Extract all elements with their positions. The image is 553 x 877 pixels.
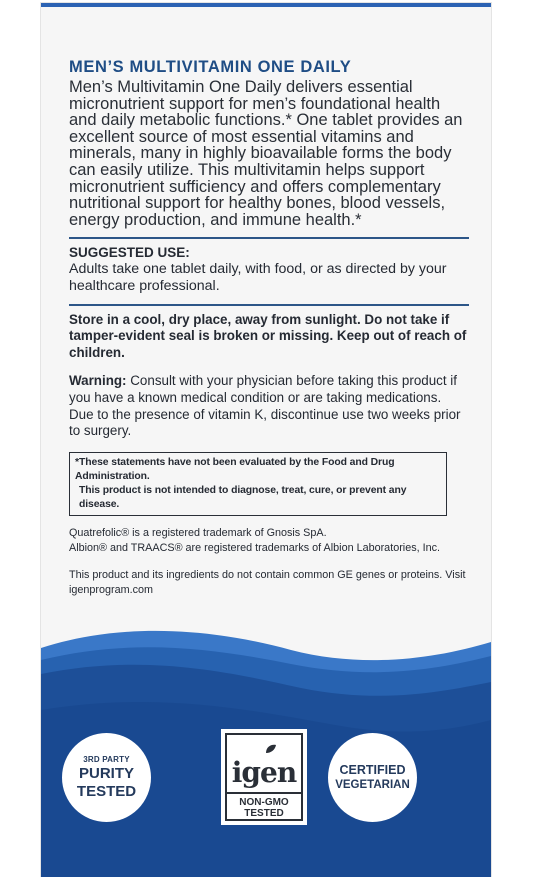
non-gmo-line-2: TESTED — [244, 808, 284, 819]
non-gmo-tested-label — [227, 792, 301, 819]
suggested-use-heading: SUGGESTED USE: — [69, 245, 190, 261]
product-description: Men’s Multivitamin One Daily delivers essential micronutrient support for men’s foundational health and daily metabolic functions.* One tablet provides an excellent source of most essential vitamins and minerals, many in highly bioavailable forms the body can easily utilize. This multivitamin helps support micronutrient sufficiency and offers complementary nutritional support for healthy bones, blood vessels, energy production, and immune health.* — [69, 78, 463, 229]
top-stripe — [41, 3, 491, 7]
trademark-line-1: Quatrefolic® is a registered trademark of Gnosis SpA. — [69, 526, 327, 539]
certified-vegetarian-badge — [328, 733, 417, 822]
igen-frame — [225, 733, 303, 821]
warning-statement — [69, 373, 469, 439]
igen-logo: igen — [231, 756, 297, 789]
ge-statement: This product and its ingredients do not contain common GE genes or proteins. Visit igenprogram.com — [69, 568, 466, 596]
purity-tested-badge — [62, 733, 151, 822]
trademark-line-2: Albion® and TRAACS® are registered trademarks of Albion Laboratories, Inc. — [69, 541, 440, 554]
purity-line-1: 3RD PARTY — [83, 755, 130, 764]
divider — [69, 237, 469, 239]
fda-disclaimer — [69, 452, 447, 516]
non-gmo-line-1: NON-GMO — [239, 797, 289, 808]
label-content — [69, 58, 469, 598]
purity-line-3: TESTED — [76, 783, 137, 800]
vegetarian-line-1: CERTIFIED — [339, 763, 406, 777]
warning-label: Warning: — [69, 373, 127, 389]
storage-instructions: Store in a cool, dry place, away from sunlight. Do not take if tamper-evident seal is broken or missing. Keep out of reach of children. — [69, 311, 467, 360]
trademark-notice — [69, 526, 469, 556]
fda-line-1: *These statements have not been evaluated by the Food and Drug Administration. — [75, 456, 395, 482]
divider — [69, 304, 469, 306]
purity-line-2: PURITY — [78, 765, 134, 782]
fda-line-2: This product is not intended to diagnose, treat, cure, or prevent any disease. — [79, 484, 407, 510]
suggested-use-text: Adults take one tablet daily, with food, or as directed by your healthcare professional. — [69, 261, 447, 294]
product-title: MEN’S MULTIVITAMIN ONE DAILY — [69, 58, 352, 76]
warning-text: Consult with your physician before taking this product if you have a known medical condition or are taking medications. Due to the presence of vitamin K, discontinue use two weeks prior to surgery. — [69, 373, 461, 439]
igen-non-gmo-badge — [221, 729, 307, 825]
leaf-icon — [265, 744, 277, 754]
vegetarian-line-2: VEGETARIAN — [335, 779, 410, 791]
